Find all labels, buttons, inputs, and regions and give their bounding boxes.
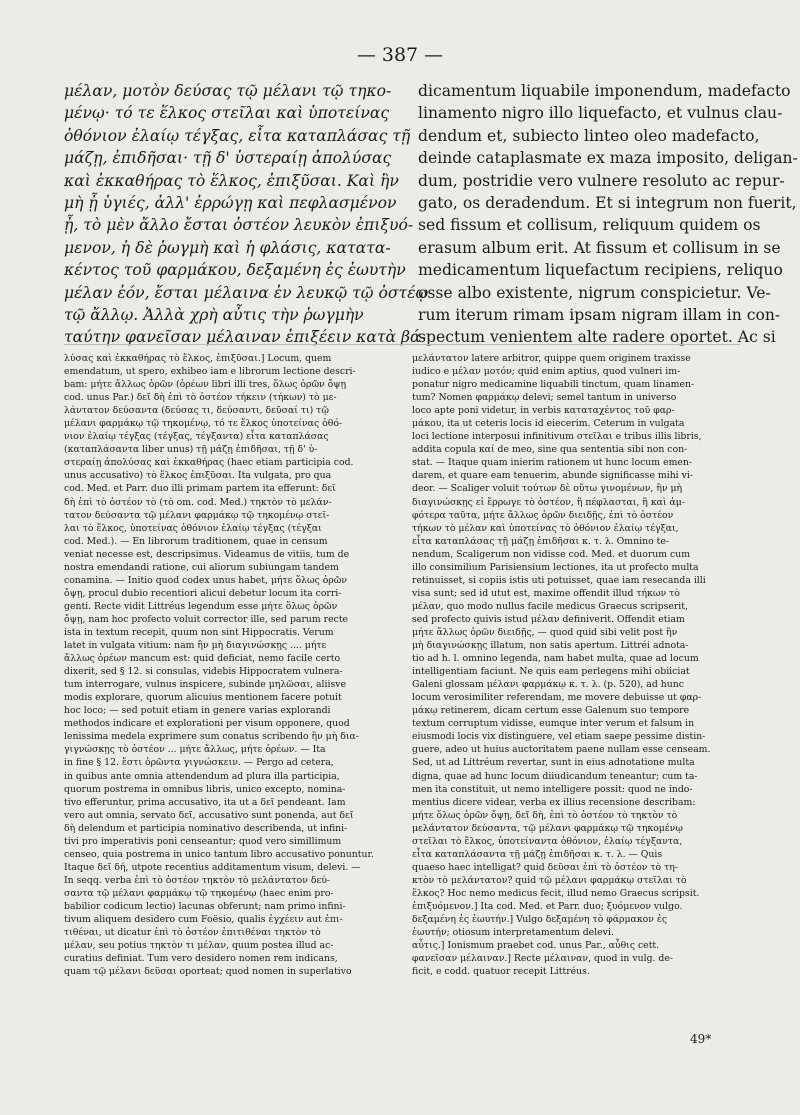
footnote-line: hoc loco; — sed potuit etiam in genere varias explorandi [64,705,331,717]
footnote-line: ficit, e codd. quatuor recepit Littréus. [412,966,590,978]
footnote-line: ἕλκος? Hoc nemo medicus fecit, illud nemo Graecus scripsit. [412,887,700,899]
footnote-line: nendum, Scaligerum non vidisse cod. Med. et duorum cum [412,548,691,560]
footnote-line: εἶτα καταπλάσας τῇ μάζῃ ἐπιδῆσαι κ. τ. λ. Omnino te- [412,535,669,547]
footnote-line: φανεῖσαν μέλαιναν.] Recte μέλαιναν, quod in vulg. de- [412,953,674,965]
footnote-line: babilior codicum lectio) lacunas obferunt; nam primo infini- [64,900,346,912]
footnote-line: tum? Nomen φαρμάκῳ delevi; semel tantum in universo [412,392,677,404]
footnote-line: tivi pro imperativis poni censeantur; quod vero simillimum [64,835,342,847]
footnote-line: δὴ ἐπὶ τὸ ὀστέον τὸ (τὸ om. cod. Med.) τηκτὸν τὸ μελάν- [64,496,332,508]
footnote-line: darem, et quare eam tenuerim, abunde significasse mihi vi- [412,470,693,482]
signature-mark: 49* [690,1032,712,1046]
footnote-line: In seqq. verba ἐπὶ τὸ ὀστέον τηκτὸν τὸ μελάντατον δεύ- [64,874,331,886]
footnote-line: bam: μήτε ἄλλως ὁρῶν (ὁρέων libri illi tres, ὅλως ὁρῶν ὄψῃ [64,379,347,391]
footnote-line: γιγνώσκῃς τὸ ὀστέον ... μήτε ἄλλως, μήτε ὁρέων. — Ita [64,744,326,756]
footnote-line: censeo, quia postrema in unico tantum libro accusativo ponuntur. [64,848,374,860]
footnote-line: ὄψῃ, procul dubio recentiori alicui debetur locum ita corri- [64,587,342,599]
footnote-line: guere, adeo ut huius auctoritatem paene nullam esse censeam. [412,744,711,756]
footnote-line: κτὸν τὸ μελάντατον? quid τῷ μέλανι φαρμάκῳ στεῖλαι τὸ [412,874,687,886]
footnote-line: ἐπιξυόμενον.] Ita cod. Med. et Parr. duo; ξυόμενον vulgo. [412,900,683,912]
footnote-line: (καταπλάσαντα liber unus) τῇ μάζῃ ἐπιδῆσαι, τῇ δ' ὑ- [64,444,318,456]
footnote-line: μὴ διαγινώσκῃς illatum, non satis apertum. Littréi adnota- [412,640,689,652]
footnote-line: quam τῷ μέλανι δεῦσαι oporteat; quod nomen in superlativo [64,966,352,978]
latin-translation-column [418,80,798,349]
footnote-line: ἄλλως ὁρέων mancum est: quid deficiat, nemo facile certo [64,653,341,665]
footnote-line: intelligentiam faciunt. Ne quis eam perlegens mihi obiiciat [412,666,690,678]
footnote-line: μελάντατον latere arbitror, quippe quem originem traxisse [412,353,691,364]
footnote-line: methodos indicare et explorationi per visum opponere, quod [64,718,350,730]
footnote-line: men ita constituit, ut nemo intelligere possit: quod ne indo- [412,783,693,795]
footnote-line: μέλανι φαρμάκῳ τῷ τηκομένῳ, τό τε ἕλκος ὑποτείνας ὀθό- [64,418,343,430]
greek-text-line: ᾖ, τὸ μὲν ἄλλο ἔσται ὀστέον λευκὸν ἐπιξυό- [64,216,414,235]
latin-text-line: sed fissum et collisum, reliquum quidem os [418,216,761,235]
footnote-line: ἑωυτήν; otiosum interpretamentum delevi. [412,927,614,939]
greek-text-line: μενον, ἡ δὲ ῥωγμὴ καὶ ἡ φλάσις, κατατα- [64,238,391,257]
latin-text-line: spectum venientem alte radere oportet. Ac si [418,328,776,347]
greek-text-line: τῷ ἄλλῳ. Ἀλλὰ χρὴ αὖτις τὴν ῥωγμὴν [64,305,364,324]
latin-text-line: erasum album erit. At fissum et collisum in se [418,238,781,257]
footnote-line: μελάντατον δεύσαντα, τῷ μέλανι φαρμάκῳ τῷ τηκομένῳ [412,822,683,834]
footnote-line: ὄψῃ, nam hoc profecto voluit corrector ille, sed parum recte [64,613,349,625]
footnote-line: μάκῳ retinerem, dicam certum esse Galenum suo tempore [412,705,690,717]
footnote-line: vero aut omnia, servato δεῖ, accusativo sunt ponenda, aut δεῖ [64,809,354,821]
footnote-line: mentius dicere videar, verba ex illius recensione describam: [412,796,696,808]
latin-text-line: dendum et, subiecto linteo oleo madefacto, [418,126,760,145]
latin-text-line: linamento nigro illo liquefacto, et vulnus clau- [418,104,783,123]
footnote-line: locum verosimiliter referendam, me movere debuisse ut φαρ- [412,692,702,704]
footnote-line: Sed, ut ad Littréum revertar, sunt in eius adnotatione multa [412,757,695,769]
footnote-line: illo consimilium Parisiensium lectiones, ita ut profecto multa [412,561,699,573]
latin-text-line: rum iterum rimam ipsam nigram illam in con- [418,305,781,324]
footnote-line: dixerit, sed § 12. si consulas, videbis Hippocratem vulnera- [64,666,343,678]
footnote-line: αὖτις.] Ionismum praebet cod. unus Par., αὖθις cett. [412,940,660,952]
footnote-line: μήτε ὅλως ὁρῶν ὄψῃ, δεῖ δὴ, ἐπὶ τὸ ὀστέον τὸ τηκτὸν τὸ [412,809,678,821]
greek-text-line: καὶ ἐκκαθήρας τὸ ἕλκος, ἐπιξῦσαι. Καὶ ἢν [64,171,399,190]
footnote-divider [64,344,740,345]
footnote-line: visa sunt; sed id utut est, maxime offendit illud τήκων τὸ [412,587,680,599]
footnote-line: iudico e μέλαν μοτόν; quid enim aptius, quod vulneri im- [412,366,681,378]
footnote-line: tivum aliquem desidero cum Foësio, qualis ἐγχέειν aut ἐπι- [64,914,343,926]
footnote-line: λάντατον δεύσαντα (δεύσας τι, δεύσαντι, δεῦσαί τι) τῷ [64,405,329,417]
greek-text-line: ὀθόνιον ἐλαίῳ τέγξας, εἶτα καταπλάσας τῇ [64,126,411,145]
footnote-line: in fine § 12. ἔστι ὁρῶντα γιγνώσκειν. — Pergo ad cetera, [64,757,334,769]
greek-text-line: κέντος τοῦ φαρμάκου, δεξαμένη ἐς ἑωυτὴν [64,261,406,280]
greek-text-line: μάζῃ, ἐπιδῆσαι· τῇ δ' ὑστεραίῃ ἀπολύσας [64,149,392,168]
footnote-line: λαι τὸ ἕλκος, ὑποτείνας ὀθόνιον ἐλαίῳ τέγξας (τέγξαι [64,522,322,534]
footnote-line: μέλαν, seu potius τηκτὸν τι μέλαν, quum postea illud ac- [64,940,334,952]
footnote-line: textum corruptum vidisse, eumque inter verum et falsum in [412,718,695,730]
footnote-line: eiusmodi locis vix distinguere, vel etiam saepe pessime distin- [412,731,706,743]
footnote-line: in quibus ante omnia attendendum ad plura illa participia, [64,770,340,782]
footnote-line: διαγινώσκῃς εἰ ἔρρωγε τὸ ὀστέον, ἢ πέφλασται, ἢ καὶ ἀμ- [412,496,685,508]
latin-text-line: dum, postridie vero vulnere resoluto ac repur- [418,171,785,190]
footnote-line: digna, quae ad hunc locum diiudicandum teneantur; cum ta- [412,770,698,782]
footnote-line: addita copula καί de meo, sine qua sententia sibi non con- [412,444,688,456]
latin-text-line: medicamentum liquefactum recipiens, reliquo [418,261,783,280]
footnote-line: μήτε ἄλλως ὁρῶν διειδῇς, — quod quid sibi velit post ἢν [412,626,678,638]
footnote-line: εἶτα καταπλάσαντα τῇ μάζῃ ἐπιδῆσαι κ. τ. λ. — Quis [412,848,663,860]
footnote-line: sed profecto quivis istud μέλαν definiverit. Offendit etiam [412,613,685,625]
footnote-line: ista in textum recepit, quum non sint Hippocratis. Verum [64,626,334,638]
footnote-line: emendatum, ut spero, exhibeo iam e librorum lectione descri- [64,366,356,378]
footnote-line: loco apte poni videtur, in verbis καταταχέντος τοῦ φαρ- [412,405,675,417]
footnote-line: τιθέναι, ut dicatur ἐπὶ τὸ ὀστέον ἐπιτιθέναι τηκτὸν τὸ [64,927,321,939]
footnotes-right-column [412,352,740,978]
latin-text-line: gato, os deradendum. Et si integrum non fuerit, [418,193,797,212]
latin-text-line: osse albo existente, nigrum conspicietur. Ve- [418,283,771,302]
footnote-line: latet in vulgata vitium: nam ἢν μὴ διαγινώσκῃς .... μήτε [64,640,327,652]
footnote-line: μάκου, ita ut ceteris locis id eiecerim. Ceterum in vulgata [412,418,685,430]
greek-text-line: μέλαν, μοτὸν δεύσας τῷ μέλανι τῷ τηκο- [64,82,392,100]
footnote-line: nostra emendandi ratione, cui aliorum subiungam tandem [64,561,339,573]
latin-text-line: deinde cataplasmate ex maza imposito, deligan- [418,149,798,168]
greek-text-column [64,80,429,349]
footnote-line: στεραίῃ ἀπολύσας καὶ ἐκκαθήρας (haec etiam participia cod. [64,457,354,469]
footnote-line: Itaque δεῖ δή, utpote recentius additamentum visum, delevi. — [64,861,361,873]
page-number: — 387 — [356,44,444,66]
footnote-line: veniat necesse est, descripsimus. Videamus de vitiis, tum de [64,548,350,560]
footnote-line: quorum postrema in omnibus libris, unico excepto, nomina- [64,783,346,795]
footnote-line: lenissima medela exprimere sum conatus scribendo ἢν μὴ δια- [64,731,359,743]
footnote-line: retinuisset, si copiis istis uti potuisset, quae iam resecanda illi [412,574,706,586]
footnote-line: τήκων τὸ μέλαν καὶ ὑποτείνας τὸ ὀθόνιον ἐλαίῳ τέγξαι, [412,522,679,534]
footnote-line: genti. Recte vidit Littréus legendum esse μήτε ὅλως ὁρῶν [64,600,338,612]
greek-text-line: μὴ ᾖ ὑγιές, ἀλλ' ἐρρώγῃ καὶ πεφλασμένον [64,193,397,212]
footnote-line: tio ad h. l. omnino legenda, nam habet multa, quae ad locum [412,653,699,665]
footnote-line: φότερα ταῦτα, μήτε ἄλλως ὁρῶν διειδῇς, ἐπὶ τὸ ὀστέον [412,509,674,521]
greek-text-line: μέλαν ἐόν, ἔσται μέλαινα ἐν λευκῷ τῷ ὀστέῳ [64,283,429,302]
footnote-line: modis explorare, quorum alicuius mentionem facere potuit [64,692,342,704]
footnotes [64,352,740,1072]
footnote-line: νιον ἐλαίῳ τέγξας (τέγξας, τέγξαντα) εἶτα καταπλάσας [64,431,329,443]
main-text [64,80,798,347]
footnotes-left-column [64,352,392,978]
footnote-line: cod. unus Par.) δεῖ δὴ ἐπὶ τὸ ὀστέον τήκειν (τήκων) τὸ με- [64,392,337,404]
latin-text-line: dicamentum liquabile imponendum, madefacto [418,82,791,100]
footnote-line: τατον δεύσαντα τῷ μέλανι φαρμάκῳ τῷ τηκομένῳ στεῖ- [64,509,330,521]
footnote-line: stat. — Itaque quam inierim rationem ut hunc locum emen- [412,457,693,469]
footnote-line: deor. — Scaliger voluit τούτων δὲ οὔτω γινομένων, ἢν μὴ [412,483,683,495]
footnote-line: μέλαν, quo modo nullus facile medicus Graecus scripserit, [412,600,688,612]
footnote-line: quaeso haec intelligat? quid δεῦσαι ἐπὶ τὸ ὀστέον τὸ τη- [412,861,678,873]
footnote-line: στεῖλαι τὸ ἕλκος, ὑποτείναντα ὀθόνιον, ἐλαίῳ τέγξαντα, [412,835,683,847]
footnote-line: tum interrogare, vulnus inspicere, subinde μηλῶσαι, aliisve [64,679,346,691]
greek-text-line: μένῳ· τό τε ἕλκος στεῖλαι καὶ ὑποτείνας [64,104,390,123]
greek-text-line: ταύτην φανεῖσαν μέλαιναν ἐπιξέειν κατὰ βά- [64,328,426,347]
footnote-line: cod. Med.). — En librorum traditionem, quae in censum [64,535,328,547]
footnote-line: tivo efferuntur, prima accusativo, ita ut a δεῖ pendeant. Iam [64,796,346,808]
footnote-line: cod. Med. et Parr. duo illi primam partem ita efferunt: δεῖ [64,483,336,495]
footnote-line: conamina. — Initio quod codex unus habet, μήτε ὅλως ὁρῶν [64,574,347,586]
footnote-line: σαντα τῷ μέλανι φαρμάκῳ τῷ τηκομένῳ (haec enim pro- [64,887,334,899]
footnote-line: δεξαμένη ἐς ἑωυτήν.] Vulgo δεξαμένη τὸ φάρμακον ἐς [412,914,668,926]
footnote-line: Galeni glossam μέλανι φαρμάκῳ κ. τ. λ. (p. 520), ad hunc [412,679,684,691]
footnote-line: ponatur nigro medicamine liquabili tinctum, quam linamen- [412,379,695,391]
footnote-line: λύσας καὶ ἐκκαθήρας τὸ ἕλκος, ἐπιξῦσαι.] Locum, quem [64,353,332,364]
footnote-line: loci lectione interposui infinitivum στεῖλαι e tribus illis libris, [412,431,702,443]
footnote-line: δὴ delendum et participia nominativo describenda, ut infini- [64,822,348,834]
footnote-line: curatius definiat. Tum vero desidero nomen rem indicans, [64,953,338,965]
footnote-line: unus accusativo) τὸ ἕλκος ἐπιξῦσαι. Ita vulgata, pro qua [64,470,332,482]
